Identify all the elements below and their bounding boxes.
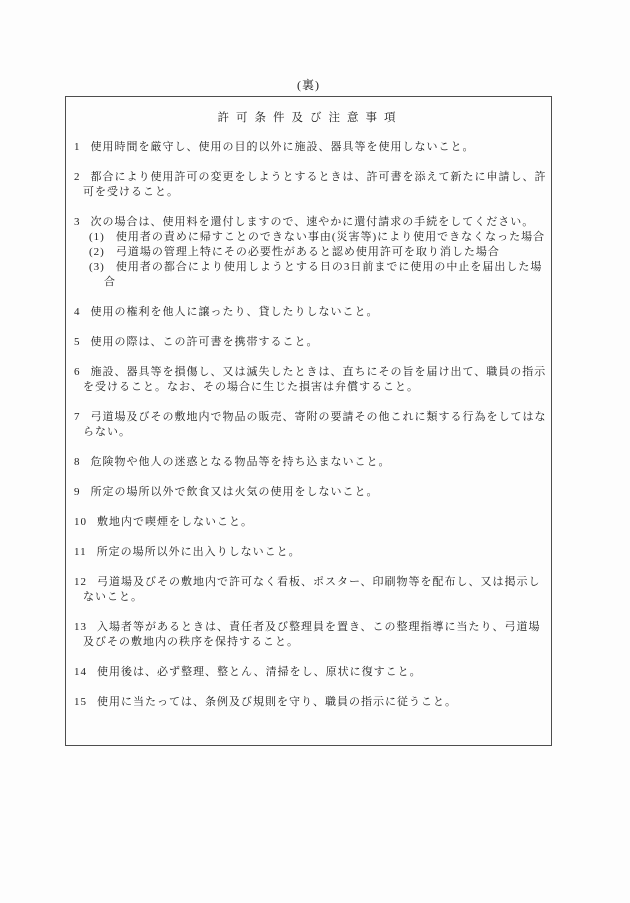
item-text: 弓道場及びその敷地内で物品の販売、寄附の要請その他これに類する行為をしてはならない。 bbox=[83, 411, 547, 438]
condition-line bbox=[66, 410, 547, 440]
condition-item bbox=[66, 170, 547, 200]
condition-item bbox=[66, 365, 547, 395]
subitem-text: 使用者の都合により使用しようとする日の3日前までに使用の中止を届出した場合 bbox=[104, 261, 543, 288]
item-text: 入場者等があるときは、責任者及び整理員を置き、この整理指導に当たり、弓道場及びその敷地内の秩序を保持すること。 bbox=[83, 621, 541, 648]
item-number: 8 bbox=[74, 456, 81, 468]
condition-item bbox=[66, 575, 547, 605]
conditions-list bbox=[66, 140, 547, 710]
item-text: 弓道場及びその敷地内で許可なく看板、ポスター、印刷物等を配布し、又は掲示しないこと。 bbox=[83, 576, 541, 603]
item-number: 14 bbox=[74, 666, 87, 678]
condition-line bbox=[66, 215, 547, 230]
condition-item bbox=[66, 215, 547, 290]
subitem-marker: (3) bbox=[89, 261, 105, 273]
item-number: 10 bbox=[74, 516, 87, 528]
condition-line bbox=[66, 620, 547, 650]
condition-line bbox=[66, 365, 547, 395]
condition-item bbox=[66, 305, 547, 320]
condition-item bbox=[66, 485, 547, 500]
item-number: 11 bbox=[74, 546, 87, 558]
condition-line bbox=[66, 485, 547, 500]
condition-line bbox=[66, 455, 547, 470]
condition-line bbox=[66, 545, 547, 560]
subitem-text: 使用者の責めに帰すことのできない事由(災害等)により使用できなくなった場合 bbox=[115, 231, 546, 243]
item-number: 9 bbox=[74, 486, 81, 498]
item-number: 15 bbox=[74, 696, 87, 708]
condition-item bbox=[66, 515, 547, 530]
item-number: 6 bbox=[74, 366, 81, 378]
condition-line bbox=[66, 665, 547, 680]
item-number: 13 bbox=[74, 621, 87, 633]
condition-item bbox=[66, 695, 547, 710]
subitem-marker: (2) bbox=[89, 246, 105, 258]
condition-item bbox=[66, 620, 547, 650]
condition-line bbox=[66, 170, 547, 200]
condition-item bbox=[66, 665, 547, 680]
condition-subitem bbox=[66, 230, 547, 245]
condition-line bbox=[66, 140, 547, 155]
item-text: 施設、器具等を損傷し、又は滅失したときは、直ちにその旨を届け出て、職員の指示を受けること。なお、その場合に生じた損害は弁償すること。 bbox=[83, 366, 547, 393]
condition-subitem bbox=[66, 260, 547, 290]
item-number: 12 bbox=[74, 576, 87, 588]
condition-item bbox=[66, 455, 547, 470]
condition-line bbox=[66, 335, 547, 350]
item-number: 7 bbox=[74, 411, 81, 423]
item-text: 使用の権利を他人に譲ったり、貸したりしないこと。 bbox=[90, 306, 379, 318]
item-text: 敷地内で喫煙をしないこと。 bbox=[97, 516, 253, 528]
item-text: 危険物や他人の迷惑となる物品等を持ち込まないこと。 bbox=[90, 456, 391, 468]
item-text: 使用の際は、この許可書を携帯すること。 bbox=[90, 336, 319, 348]
subitem-text: 弓道場の管理上特にその必要性があると認め使用許可を取り消した場合 bbox=[115, 246, 500, 258]
item-number: 4 bbox=[74, 306, 81, 318]
condition-item bbox=[66, 335, 547, 350]
item-number: 5 bbox=[74, 336, 81, 348]
item-text: 使用時間を厳守し、使用の目的以外に施設、器具等を使用しないこと。 bbox=[90, 141, 475, 153]
item-number: 1 bbox=[74, 141, 81, 153]
item-number: 3 bbox=[74, 216, 81, 228]
item-text: 所定の場所以外に出入りしないこと。 bbox=[96, 546, 301, 558]
condition-line bbox=[66, 515, 547, 530]
item-text: 都合により使用許可の変更をしようとするときは、許可書を添えて新たに申請し、許可を受けること。 bbox=[83, 171, 547, 198]
page-title: 許可条件及び注意事項 bbox=[217, 112, 403, 124]
subitem-marker: (1) bbox=[89, 231, 105, 243]
condition-line bbox=[66, 575, 547, 605]
condition-subitem bbox=[66, 245, 547, 260]
condition-item bbox=[66, 140, 547, 155]
condition-line bbox=[66, 305, 547, 320]
item-text: 使用後は、必ず整理、整とん、清掃をし、原状に復すこと。 bbox=[97, 666, 422, 678]
condition-item bbox=[66, 410, 547, 440]
side-label: (裏) bbox=[297, 78, 320, 92]
item-text: 所定の場所以外で飲食又は火気の使用をしないこと。 bbox=[90, 486, 379, 498]
condition-item bbox=[66, 545, 547, 560]
conditions-box bbox=[65, 96, 552, 746]
condition-line bbox=[66, 695, 547, 710]
item-text: 次の場合は、使用料を還付しますので、速やかに還付請求の手続をしてください。 bbox=[90, 216, 535, 228]
item-text: 使用に当たっては、条例及び規則を守り、職員の指示に従うこと。 bbox=[97, 696, 457, 708]
item-number: 2 bbox=[74, 171, 81, 183]
